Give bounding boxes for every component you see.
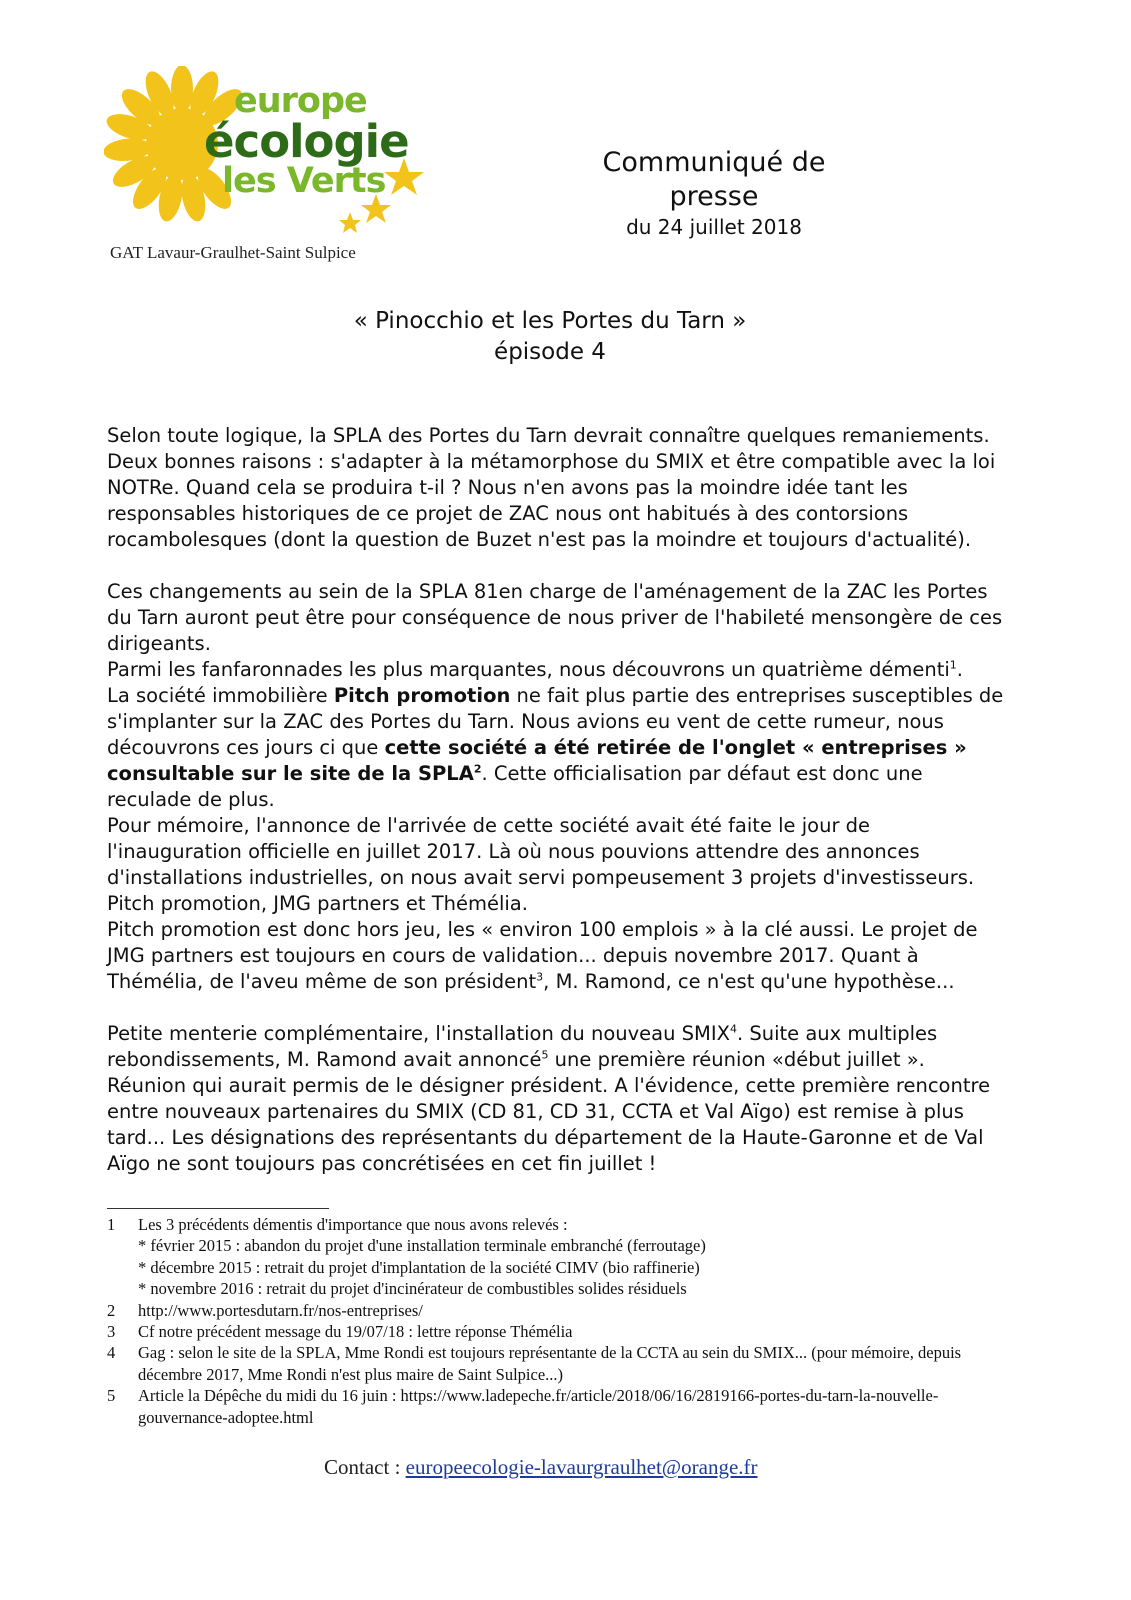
title-line-2: épisode 4 (494, 339, 606, 365)
footnote-ref-2: 2 (473, 762, 482, 776)
logo-line-les-verts: les Verts (222, 161, 386, 201)
footnote-link-portesdutarn[interactable]: http://www.portesdutarn.fr/nos-entreprises/ (138, 1300, 423, 1320)
footnote-1: 1 Les 3 précédents démentis d'importance que nous avons relevés : * février 2015 : abandon du projet d'une installation terminale embranché (ferroutage) * décembre 2015 : retrait du projet d'implantation de la société CIMV (bio raffinerie) * novembre 2016 : retrait du projet d'incinérateur de combustibles solides résiduels (107, 1215, 706, 1299)
logo-wordmark (204, 81, 409, 201)
footnote-3: 3 Cf notre précédent message du 19/07/18 : lettre réponse Thémélia (107, 1322, 573, 1342)
footnote-ref-1: 1 (949, 658, 957, 672)
press-date: du 24 juillet 2018 (626, 215, 802, 239)
paragraph-2: Ces changements au sein de la SPLA 81en charge de l'aménagement de la ZAC les Portes du Tarn auront peut être pour conséquence de nous priver de l'habileté mensongère de ces dirigeants. (107, 580, 1003, 655)
paragraph-3: Parmi les fanfaronnades les plus marquantes, nous découvrons un quatrième démenti$^1$. (107, 658, 963, 681)
footnote-5: 5 Article la Dépêche du midi du 16 juin : https://www.ladepeche.fr/article/2018/06/16/2819166-portes-du-tarn-la-nouvelle-gouvernance-adoptee.html (107, 1386, 939, 1427)
press-title: Communiqué de presse (602, 147, 826, 212)
footnote-4: 4 Gag : selon le site de la SPLA, Mme Rondi est toujours représentante de la CCTA au sein du SMIX... (pour mémoire, depuis décembre 2017, Mme Rondi n'est plus maire de Saint Sulpice...) (107, 1343, 962, 1384)
press-header (554, 146, 874, 240)
release-title (250, 306, 850, 368)
footnote-ref-3: 3 (536, 970, 544, 984)
release-body (107, 423, 1007, 1177)
eelv-logo (104, 66, 434, 246)
paragraph-1: Selon toute logique, la SPLA des Portes du Tarn devrait connaître quelques remaniements. Deux bonnes raisons : s'adapter à la métamorphose du SMIX et être compatible avec la loi NOTRe. Quand cela se produira t-il ? Nous n'en avons pas la moindre idée tant les responsables historiques de ce projet de ZAC nous ont habitués à des contorsions rocambolesques (dont la question de Buzet n'est pas la moindre et toujours d'actualité). (107, 424, 996, 551)
footnote-ref-5: 5 (541, 1048, 549, 1062)
group-name: GAT Lavaur-Graulhet-Saint Sulpice (110, 243, 356, 262)
footnote-divider (107, 1208, 329, 1209)
footnotes (107, 1214, 1007, 1428)
logo-line-europe: europe (234, 81, 367, 121)
contact-email-link[interactable]: europeecologie-lavaurgraulhet@orange.fr (405, 1455, 758, 1479)
contact-line (324, 1455, 758, 1480)
paragraph-5: Pour mémoire, l'annonce de l'arrivée de cette société avait été faite le jour de l'inauguration officielle en juillet 2017. Là où nous pouvions attendre des annonces d'installations industrielles, on nous avait servi pompeusement 3 projets d'investisseurs. Pitch promotion, JMG partners et Thémélia. (107, 814, 975, 915)
paragraph-7: Petite menterie complémentaire, l'installation du nouveau SMIX$^4$. Suite aux multiples rebondissements, M. Ramond avait annoncé$^5$ une première réunion «début juillet ». Réunion qui aurait permis de le désigner président. A l'évidence, cette première rencontre entre nouveaux partenaires du SMIX (CD 81, CD 31, CCTA et Val Aïgo) est remise à plus tard... Les désignations des représentants du département de la Haute-Garonne et de Val Aïgo ne sont toujours pas concrétisées en cet fin juillet ! (107, 1022, 991, 1175)
footnote-2: 2 http://www.portesdutarn.fr/nos-entreprises/ (107, 1300, 1007, 1321)
logo-line-ecologie: écologie (204, 115, 409, 168)
title-line-1: « Pinocchio et les Portes du Tarn » (353, 308, 747, 334)
paragraph-4: La société immobilière Pitch promotion ne fait plus partie des entreprises susceptibles de s'implanter sur la ZAC des Portes du Tarn. Nous avions eu vent de cette rumeur, nous découvrons ces jours ci que cette société a été retirée de l'onglet « entreprises » consultable sur le site de la SPLA$^2$. Cette officialisation par défaut est donc une reculade de plus. (107, 684, 1004, 811)
paragraph-6: Pitch promotion est donc hors jeu, les « environ 100 emplois » à la clé aussi. Le projet de JMG partners est toujours en cours de validation... depuis novembre 2017. Quant à Thémélia, de l'aveu même de son président$^3$, M. Ramond, ce n'est qu'une hypothèse... (107, 918, 978, 993)
footnote-ref-4: 4 (729, 1022, 737, 1036)
contact-label: Contact : (324, 1455, 406, 1479)
